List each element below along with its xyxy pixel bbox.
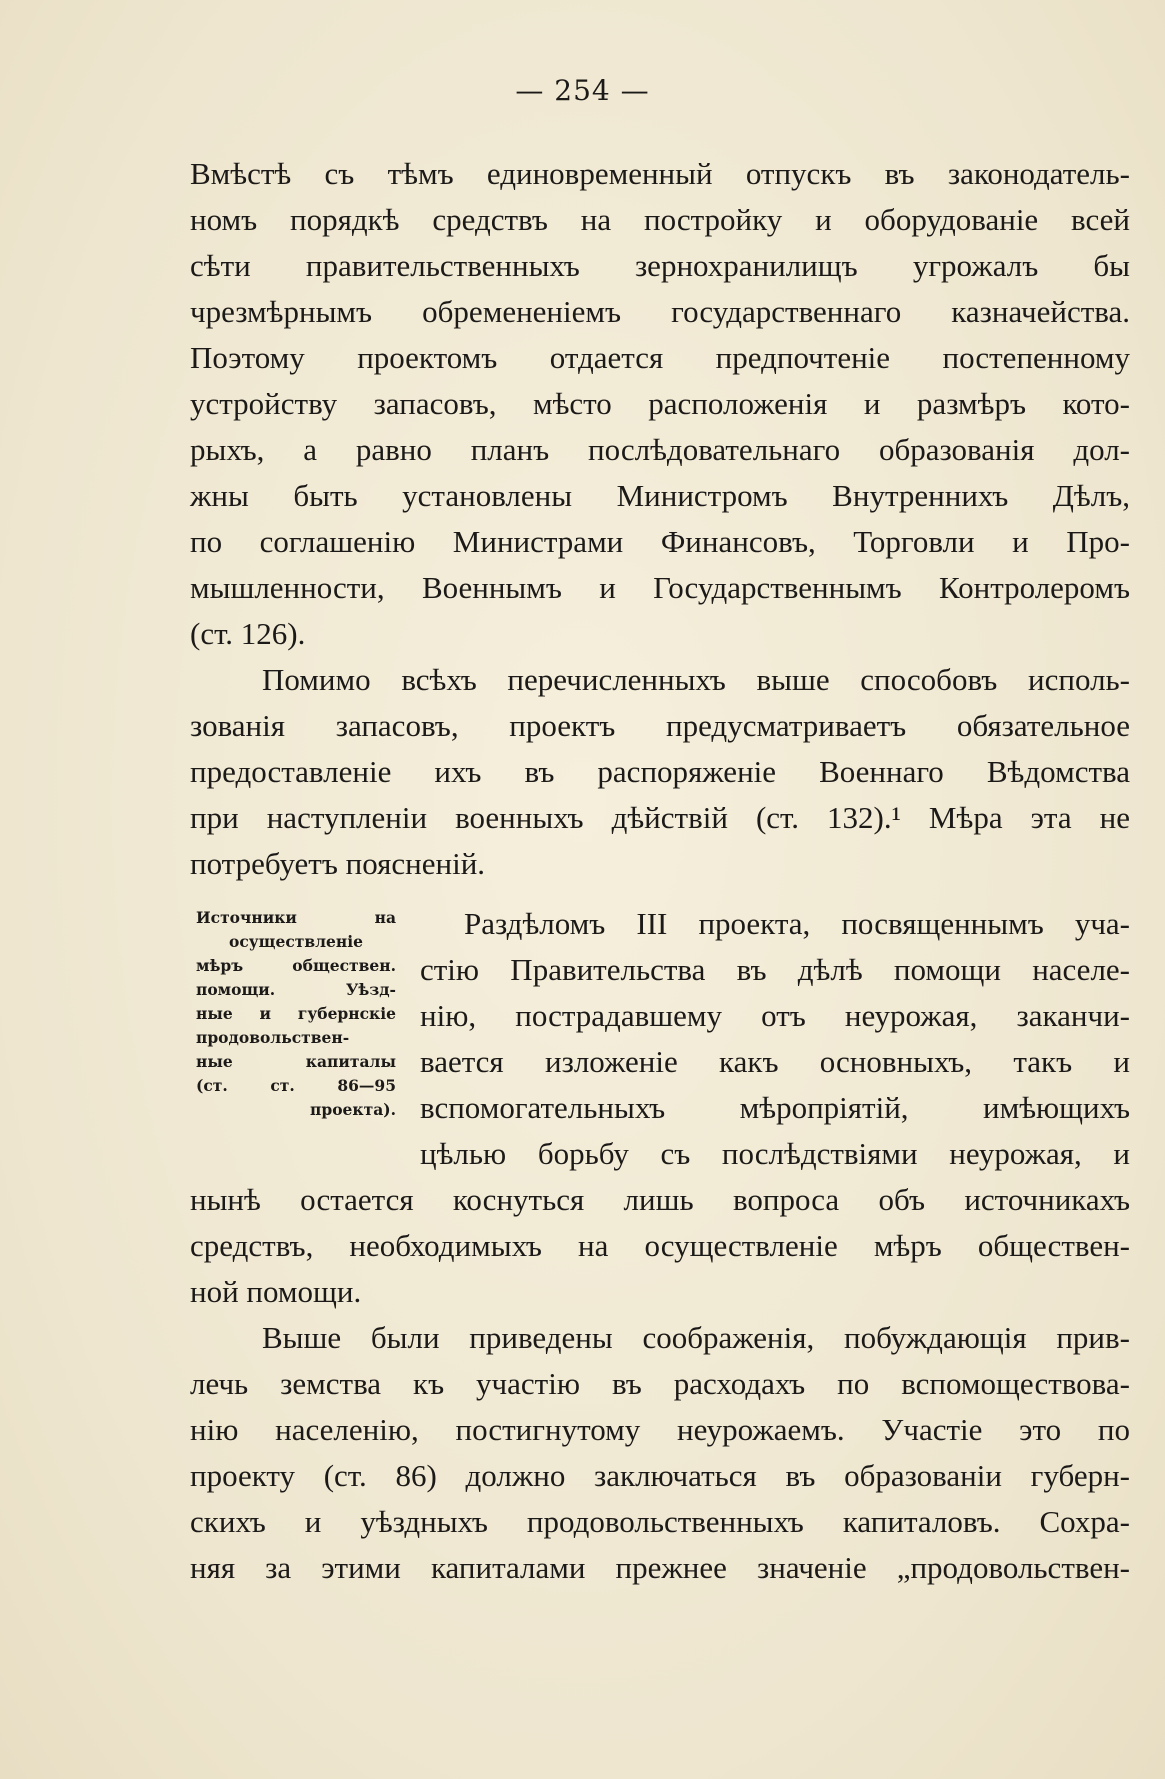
text-line: (ст. 126). (190, 616, 306, 651)
text-line: проекту (ст. 86) должно заключаться въ образованіи губерн- (190, 1458, 1130, 1493)
text-line: лечь земства къ участію въ расходахъ по вспомоществова- (190, 1366, 1130, 1401)
text-line: зованія запасовъ, проектъ предусматриваетъ обязательное (190, 708, 1130, 743)
text-line: нынѣ остается коснуться лишь вопроса объ источникахъ (190, 1182, 1130, 1217)
margin-note-line: ные и губернскіе (196, 1004, 396, 1023)
text-line: устройству запасовъ, мѣсто расположенія и размѣръ кото- (190, 386, 1130, 421)
text-line: ной помощи. (190, 1274, 362, 1309)
text-line: средствъ, необходимыхъ на осуществленіе мѣръ обществен- (190, 1228, 1130, 1263)
text-line: Вмѣстѣ съ тѣмъ единовременный отпускъ въ законодатель- (190, 156, 1130, 191)
text-line: цѣлью борьбу съ послѣдствіями неурожая, и (420, 1136, 1130, 1171)
text-line: жны быть установлены Министромъ Внутреннихъ Дѣлъ, (190, 478, 1130, 513)
text-line: сѣти правительственныхъ зернохранилищъ угрожалъ бы (190, 248, 1130, 283)
margin-note-line: проекта). (310, 1100, 396, 1119)
text-line: няя за этими капиталами прежнее значеніе „продовольствен- (190, 1550, 1130, 1585)
margin-note-line: помощи. Уѣзд- (196, 980, 396, 999)
margin-note-line: Источники на (196, 908, 396, 927)
text-line: Поэтому проектомъ отдается предпочтеніе постепенному (190, 340, 1130, 375)
text-line: стію Правительства въ дѣлѣ помощи населе- (420, 952, 1130, 987)
text-line: вается изложеніе какъ основныхъ, такъ и (420, 1044, 1130, 1079)
margin-note-line: продовольствен- (196, 1028, 350, 1047)
text-line: мышленности, Военнымъ и Государственнымъ Контролеромъ (190, 570, 1130, 605)
text-line: при наступленіи военныхъ дѣйствій (ст. 132).¹ Мѣра эта не (190, 800, 1130, 835)
margin-note-line: ные капиталы (196, 1052, 396, 1071)
text-line: предоставленіе ихъ въ распоряженіе Военнаго Вѣдомства (190, 754, 1130, 789)
text-line: Помимо всѣхъ перечисленныхъ выше способовъ исполь- (262, 662, 1130, 697)
text-line: чрезмѣрнымъ обремененіемъ государственнаго казначейства. (190, 294, 1130, 329)
text-line: скихъ и уѣздныхъ продовольственныхъ капиталовъ. Сохра- (190, 1504, 1130, 1539)
text-line: номъ порядкѣ средствъ на постройку и оборудованіе всей (190, 202, 1130, 237)
text-line: Выше были приведены соображенія, побуждающія прив- (262, 1320, 1130, 1355)
margin-note-line: мѣръ обществен. (196, 956, 396, 975)
text-line: вспомогательныхъ мѣропріятій, имѣющихъ (420, 1090, 1130, 1125)
margin-note-line: (ст. ст. 86—95 (196, 1076, 396, 1095)
margin-note (196, 906, 396, 1122)
text-line: рыхъ, а равно планъ послѣдовательнаго образованія дол- (190, 432, 1130, 467)
text-line: нію, пострадавшему отъ неурожая, заканчи- (420, 998, 1130, 1033)
page-number: — 254 — (515, 74, 650, 107)
text-line: по соглашенію Министрами Финансовъ, Торговли и Про- (190, 524, 1130, 559)
text-line: нію населенію, постигнутому неурожаемъ. Участіе это по (190, 1412, 1130, 1447)
text-line: потребуетъ поясненій. (190, 846, 486, 881)
margin-note-line: осуществленіе (228, 932, 364, 951)
text-line: Раздѣломъ III проекта, посвященнымъ уча- (464, 906, 1130, 941)
